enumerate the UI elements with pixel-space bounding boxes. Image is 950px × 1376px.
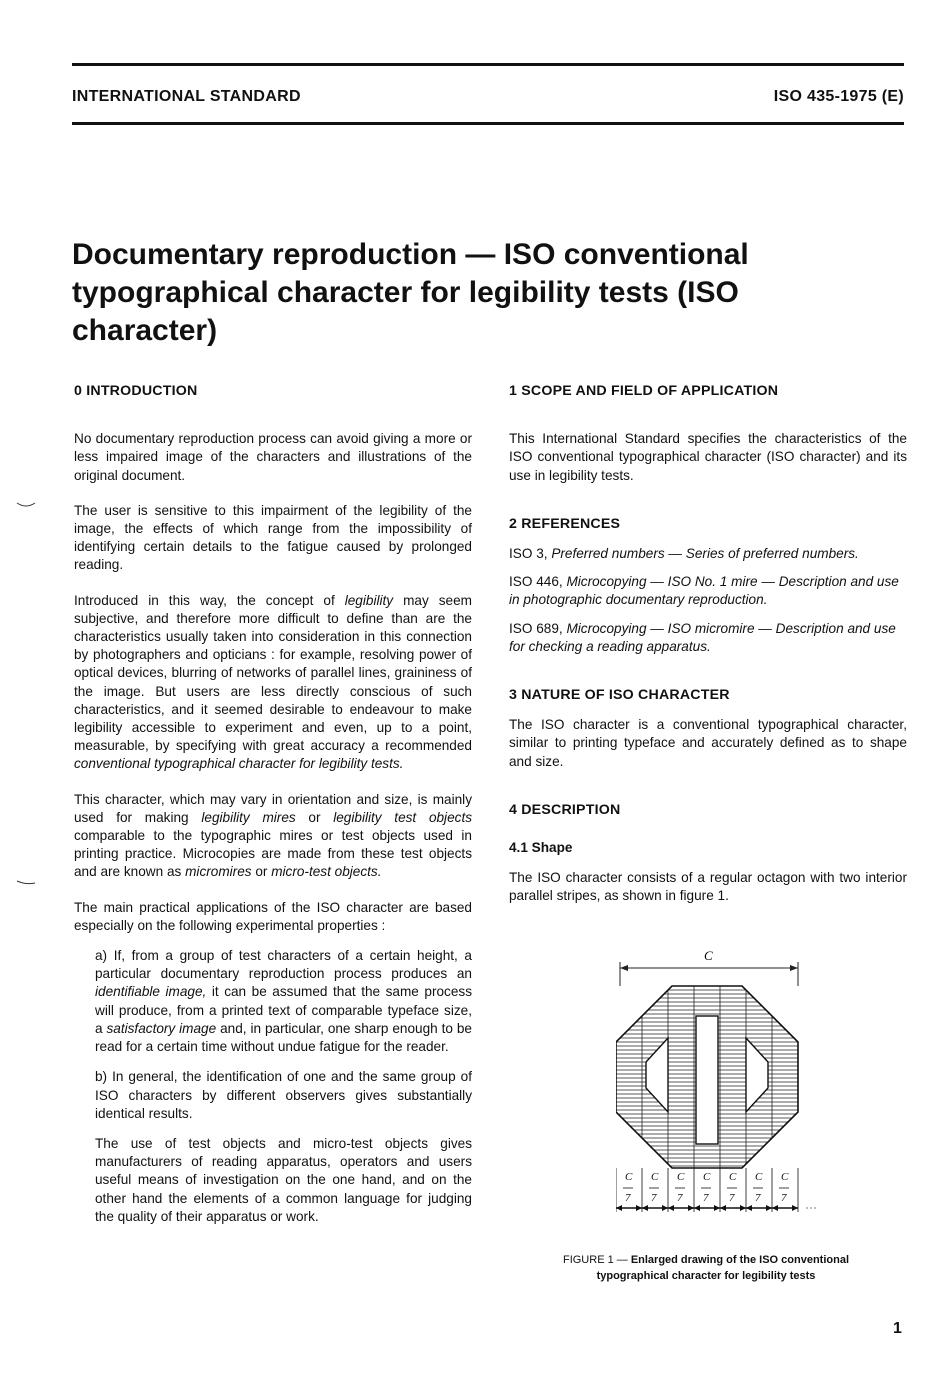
fraction-4-num: C [703, 1171, 711, 1183]
reference-iso-446: ISO 446, Microcopying — ISO No. 1 mire — Description and use in photographic documentary reproduction. [509, 574, 899, 608]
section-3-heading: 3 NATURE OF ISO CHARACTER [509, 687, 730, 704]
header-top-rule [72, 63, 904, 66]
fraction-7-den: 7 [781, 1192, 787, 1204]
intro-paragraph-4: This character, which may vary in orientation and size, is mainly used for making legibility mires or legibility test objects comparable to the typographic mires or test objects used in printing practice. Microcopies are made from these test objects and are known as micromires or micro-test objects. [74, 791, 473, 880]
list-item-a: a) If, from a group of test characters of a certain height, a particular documentary reproduction process produces an identifiable image, it can be assumed that the same process will produce, from a printed text of comparable typeface size, a satisfactory image and, in particular, one sharp enough to be read for a certain time without undue fatigue for the reader. [95, 948, 473, 1055]
title-line-2: typographical character for legibility tests (ISO character) [72, 276, 739, 347]
fraction-2-den: 7 [651, 1192, 657, 1204]
fraction-3-den: 7 [677, 1192, 683, 1204]
intro-paragraph-2: The user is sensitive to this impairment of the legibility of the image, the effects of which range from the impossibility of identifying certain details to the fatigue caused by prolonged reading. [74, 502, 472, 573]
page-number: 1 [893, 1320, 902, 1337]
margin-mark-1 [16, 502, 36, 508]
caption-bold-line-2: typographical character for legibility tests [596, 1270, 816, 1282]
section-1-text: This International Standard specifies the characteristics of the ISO conventional typographical character (ISO character) and its use in legibility tests. [509, 431, 907, 483]
section-0-heading: 0 INTRODUCTION [74, 383, 198, 399]
section-4-1-text: The ISO character consists of a regular octagon with two interior parallel stripes, as shown in figure 1. [509, 870, 907, 904]
fraction-1-den: 7 [625, 1192, 631, 1204]
left-column [74, 382, 472, 1243]
reference-iso-3: ISO 3, Preferred numbers — Series of preferred numbers. [509, 546, 859, 562]
header-bottom-rule [72, 122, 904, 125]
header-left: INTERNATIONAL STANDARD [72, 88, 301, 105]
fraction-3-num: C [677, 1171, 685, 1183]
fraction-4-den: 7 [703, 1192, 709, 1204]
title-line-1: Documentary reproduction — ISO conventional [72, 238, 749, 271]
section-1-heading: 1 SCOPE AND FIELD OF APPLICATION [509, 383, 779, 399]
intro-paragraph-5: The main practical applications of the ISO character are based especially on the following experimental properties : [74, 899, 472, 933]
dimension-label-c: C [704, 948, 713, 963]
caption-prefix: FIGURE 1 — [562, 1254, 631, 1266]
fraction-6-den: 7 [755, 1192, 761, 1204]
section-3-text: The ISO character is a conventional typographical character, similar to printing typeface and accurately defined as to shape and size. [509, 717, 907, 769]
section-4-heading: 4 DESCRIPTION [509, 801, 621, 818]
figure-1-caption [520, 1252, 892, 1284]
reference-iso-689: ISO 689, Microcopying — ISO micromire — Description and use for checking a reading apparatus. [509, 620, 896, 654]
section-4-1-heading: 4.1 Shape [509, 840, 573, 856]
header-right: ISO 435-1975 (E) [773, 88, 904, 105]
list-item-b: b) In general, the identification of one and the same group of ISO characters by different observers gives substantially identical results. [95, 1069, 472, 1121]
iso-character-drawing [616, 946, 816, 1216]
intro-paragraph-6: The use of test objects and micro-test objects gives manufacturers of reading apparatus, operators and users useful means of investigation on the one hand, and on the other hand the elements of a common language for judging the quality of their apparatus or work. [95, 1135, 472, 1224]
section-2-heading: 2 REFERENCES [509, 515, 621, 532]
caption-bold-line-1: Enlarged drawing of the ISO conventional [630, 1254, 850, 1266]
right-column [509, 382, 907, 923]
fraction-5-den: 7 [729, 1192, 735, 1204]
fraction-1-num: C [625, 1171, 633, 1183]
margin-mark-2 [16, 880, 36, 886]
fraction-7-num: C [781, 1171, 789, 1183]
central-stripe [696, 1016, 718, 1144]
fraction-2-num: C [651, 1171, 659, 1183]
document-title [72, 236, 892, 350]
figure-1-iso-character [616, 946, 816, 1216]
intro-paragraph-3: Introduced in this way, the concept of legibility may seem subjective, and therefore more difficult to define than are the characteristics usually taken into consideration in this connection by photographers and opticians : for example, resolving power of optical devices, blurring of networks of parallel lines, graininess of the image. But users are less directly conscious of such characteristics, and it seemed desirable to endeavour to make legibility accessible to experiment and even, up to a point, measurable, by specifying with great accuracy a recommended conventional typographical character for legibility tests. [74, 592, 472, 772]
fraction-5-num: C [729, 1171, 737, 1183]
intro-paragraph-1: No documentary reproduction process can avoid giving a more or less impaired image of the characters and illustrations of the original document. [74, 431, 472, 483]
fraction-6-num: C [755, 1171, 763, 1183]
